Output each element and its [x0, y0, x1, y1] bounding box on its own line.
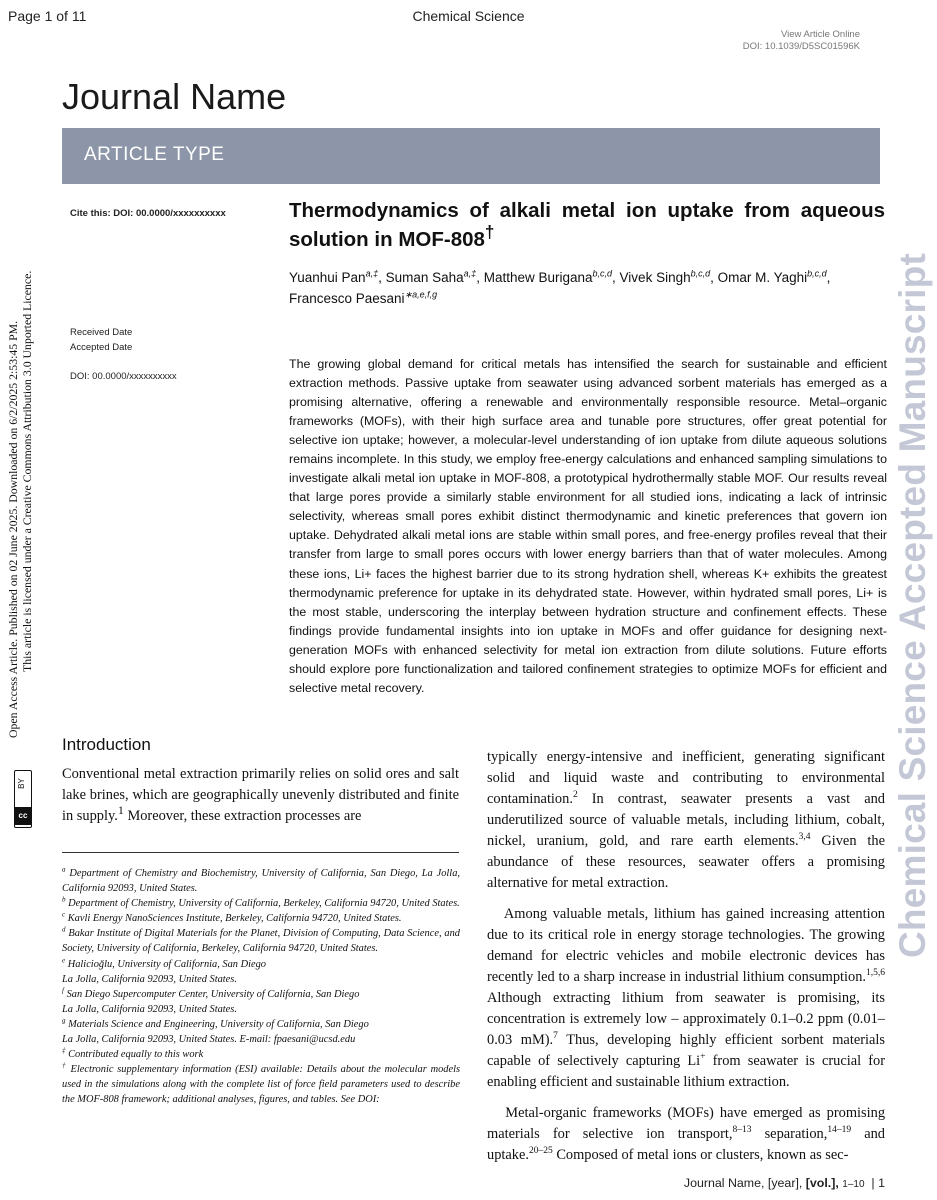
- footnote: [62, 1047, 460, 1062]
- footnote-divider: [62, 852, 459, 853]
- footer-separator: |: [871, 1176, 875, 1190]
- citation-ref[interactable]: 14–19: [827, 1125, 852, 1136]
- footnote-mark: g: [62, 1016, 66, 1025]
- article-type-banner: [62, 128, 880, 184]
- footnote: [62, 1002, 460, 1017]
- footer-journal: Journal Name, [year],: [683, 1176, 806, 1190]
- citation-ref[interactable]: 2: [572, 790, 578, 801]
- body-paragraph: [487, 747, 885, 894]
- author-affiliation: a,‡: [463, 268, 477, 279]
- intro-paragraph-left: [62, 764, 459, 827]
- author-name: Francesco Paesani: [289, 291, 405, 306]
- author-separator: ,: [826, 270, 831, 285]
- footnote-text: La Jolla, California 92093, United States. E-mail: fpaesani@ucsd.edu: [62, 1034, 356, 1046]
- cc-label: cc: [15, 807, 31, 825]
- footnote-mark: c: [62, 910, 66, 919]
- article-type-label: ARTICLE TYPE: [84, 144, 225, 165]
- footnote-text: Materials Science and Engineering, University of California, San Diego: [68, 1018, 369, 1030]
- author-name: Suman Saha: [385, 270, 464, 285]
- body-text: typically energy-intensive and inefficient, generating significant solid and liquid waste and contributing to environmental contamination.: [487, 749, 885, 807]
- body-text: Given the abundance of these resources, seawater offers a promising alternative for metal extraction.: [487, 833, 885, 891]
- footnote: [62, 957, 460, 972]
- footnote-text: Halicioğlu, University of California, San Diego: [67, 958, 266, 970]
- author-affiliation: ∗a,e,f,g: [404, 289, 438, 300]
- author-list: [289, 267, 885, 309]
- footnote-text: Electronic supplementary information (ESI) available: Details about the molecular models used in the simulations along with the complete list of force field parameters used to describe the MOF-808 framework; additional analyses, figures, and tables. See DOI:: [62, 1064, 461, 1106]
- publication-header: Chemical Science: [412, 8, 525, 24]
- footnote: [62, 1062, 460, 1107]
- accepted-date: Accepted Date: [70, 342, 133, 353]
- body-text: separation,: [751, 1126, 828, 1142]
- body-text: Among valuable metals, lithium has gained increasing attention due to its critical role in energy storage technologies. The growing demand for electric vehicles and mobile electronic devices has recently led to a sharp increase in industrial lithium consumption.: [487, 906, 886, 985]
- footnote-mark: b: [62, 895, 66, 904]
- view-article-online-link[interactable]: View Article Online: [780, 29, 860, 40]
- footnote: [62, 1017, 460, 1032]
- by-label: BY: [16, 778, 26, 789]
- footnote-mark: f: [62, 986, 64, 995]
- accepted-manuscript-watermark: Chemical Science Accepted Manuscript: [892, 253, 933, 958]
- footnote-mark: ‡: [62, 1046, 66, 1055]
- article-title-text: Thermodynamics of alkali metal ion uptake from aqueous solution in MOF-808: [289, 199, 885, 251]
- footnote-mark: d: [62, 925, 66, 934]
- charge-superscript: +: [700, 1052, 706, 1063]
- journal-name: Journal Name: [62, 76, 287, 117]
- citation-ref[interactable]: 1: [117, 803, 124, 818]
- footnote-text: Department of Chemistry, University of California, Berkeley, California 94720, United States.: [68, 898, 460, 910]
- body-text-right-column: [487, 747, 885, 1176]
- author-affiliation: b,c,d: [807, 268, 827, 279]
- author-name: Yuanhui Pan: [289, 270, 366, 285]
- footnote: [62, 911, 460, 926]
- licence-notice[interactable]: This article is licensed under a Creative Commons Attribution 3.0 Unported Licence.: [20, 270, 34, 672]
- footer-volume: [vol.],: [805, 1176, 839, 1190]
- author-separator: ,: [378, 270, 386, 285]
- body-text: from seawater is crucial for enabling efficient and sustainable lithium extraction.: [487, 1053, 885, 1090]
- author-affiliation: b,c,d: [592, 268, 613, 279]
- body-text: Metal-organic frameworks (MOFs) have emerged as promising materials for selective ion transport,: [487, 1105, 886, 1142]
- footnote: [62, 972, 460, 987]
- body-paragraph: [487, 904, 885, 1093]
- body-paragraph: [487, 1103, 885, 1166]
- footnote-text: La Jolla, California 92093, United States.: [62, 973, 237, 985]
- intro-text-cont: Moreover, these extraction processes are: [123, 808, 362, 824]
- body-text: In contrast, seawater presents a vast and underutilized source of valuable metals, including lithium, cobalt, nickel, uranium, gold, and rare earth elements.: [487, 791, 885, 849]
- page-footer: [684, 1176, 885, 1190]
- title-footnote-mark: †: [484, 223, 495, 243]
- citation-ref[interactable]: 20–25: [528, 1146, 553, 1157]
- footnote: [62, 1032, 460, 1047]
- cite-this: Cite this: DOI: 00.0000/xxxxxxxxxx: [70, 208, 226, 219]
- author-separator: ,: [710, 270, 718, 285]
- body-text: and uptake.: [487, 1126, 885, 1163]
- side-doi: DOI: 00.0000/xxxxxxxxxx: [70, 371, 177, 382]
- body-text: Although extracting lithium from seawater is promising, its concentration is extremely low – approximately 0.1–0.2 ppm (0.01–0.03 mM).: [487, 990, 885, 1048]
- section-heading-introduction: Introduction: [62, 735, 151, 754]
- footnote-text: Bakar Institute of Digital Materials for the Planet, Division of Computing, Data Science, and Society, University of California, Berkeley, California 94720, United States.: [62, 928, 460, 955]
- footer-pages: 1–10: [842, 1179, 865, 1190]
- footnote-text: Kavli Energy NanoSciences Institute, Berkeley, California 94720, United States.: [67, 913, 402, 925]
- cc-by-license-icon[interactable]: [14, 770, 32, 828]
- article-title: [289, 196, 885, 254]
- citation-ref[interactable]: 7: [553, 1031, 558, 1042]
- footnote-text: La Jolla, California 92093, United States.: [62, 1003, 237, 1015]
- author-affiliation: b,c,d: [690, 268, 711, 279]
- footnote-mark: †: [62, 1061, 67, 1070]
- citation-ref[interactable]: 8–13: [732, 1125, 752, 1136]
- author-separator: ,: [476, 270, 484, 285]
- footnote-text: Department of Chemistry and Biochemistry, University of California, San Diego, La Jolla, California 92093, United States.: [62, 868, 460, 895]
- footnote: [62, 987, 460, 1002]
- footer-page-number: 1: [878, 1176, 885, 1190]
- abstract: The growing global demand for critical metals has intensified the search for sustainable and efficient extraction methods. Passive uptake from seawater using advanced sorbent materials has emerged as a promising alternative, offering a renewable and environmentally responsible resource. Metal–organic frameworks (MOFs), with their high surface area and tunable pore structures, offer great potential for selective ion uptake; however, a molecular-level understanding of ion uptake from dilute aqueous solutions remains incomplete. In this study, we employ free-energy calculations and enhanced sampling simulations to investigate alkali metal ion uptake in MOF-808, a prototypical hydrothermally stable MOF. Our results reveal that large pores provide a similarly stable environment for all studied ions, indicating a lack of intrinsic selectivity, whereas small pores exhibit distinct thermodynamic and kinetic preferences that govern ion uptake. Dehydrated alkali metal ions are stable within small pores, and free-energy profiles reveal that their transfer from large to small pores occurs with lower energy barriers than that of water molecules. Among these ions, Li+ faces the highest barrier due to its strong hydration shell, whereas K+ exhibits the greatest thermodynamic preference for uptake in its dehydrated state. However, within hydrated small pores, Li+ is the most stable, underscoring the interplay between hydration structure and confinement effects. These findings provide fundamental insights into ion uptake in MOFs and offer guidance for designing next-generation MOFs with enhanced selectivity for metal ion extraction from dilute solutions. Future efforts should explore pore functionalization and tailored confinement strategies to optimize MOFs for efficient and selective metal recovery.: [289, 357, 887, 695]
- footnotes: [62, 866, 460, 1108]
- author-separator: ,: [612, 270, 620, 285]
- intro-text: Conventional metal extraction primarily relies on solid ores and salt lake brines, which are geographically unevenly distributed and finite in supply.: [62, 766, 459, 824]
- footnote-mark: a: [62, 865, 66, 874]
- footnote-mark: e: [62, 956, 66, 965]
- footnote-text: San Diego Supercomputer Center, University of California, San Diego: [66, 988, 360, 1000]
- body-text: Thus, developing highly efficient sorbent materials capable of selectively capturing Li: [487, 1032, 885, 1069]
- author-name: Matthew Burigana: [483, 270, 593, 285]
- footnote: [62, 866, 460, 896]
- author-affiliation: a,‡: [365, 268, 379, 279]
- citation-ref[interactable]: 3,4: [798, 832, 811, 843]
- body-text: Composed of metal ions or clusters, known as sec-: [552, 1147, 849, 1163]
- article-doi[interactable]: DOI: 10.1039/D5SC01596K: [742, 41, 860, 52]
- footnote: [62, 926, 460, 956]
- footnote: [62, 896, 460, 911]
- open-access-notice: Open Access Article. Published on 02 June 2025. Downloaded on 6/2/2025 2:53:45 PM.: [6, 320, 20, 738]
- received-date: Received Date: [70, 327, 133, 338]
- page-number: Page 1 of 11: [8, 8, 87, 24]
- author-name: Vivek Singh: [619, 270, 691, 285]
- author-name: Omar M. Yaghi: [717, 270, 808, 285]
- footnote-text: Contributed equally to this work: [68, 1049, 204, 1061]
- citation-ref[interactable]: 1,5,6: [866, 968, 885, 979]
